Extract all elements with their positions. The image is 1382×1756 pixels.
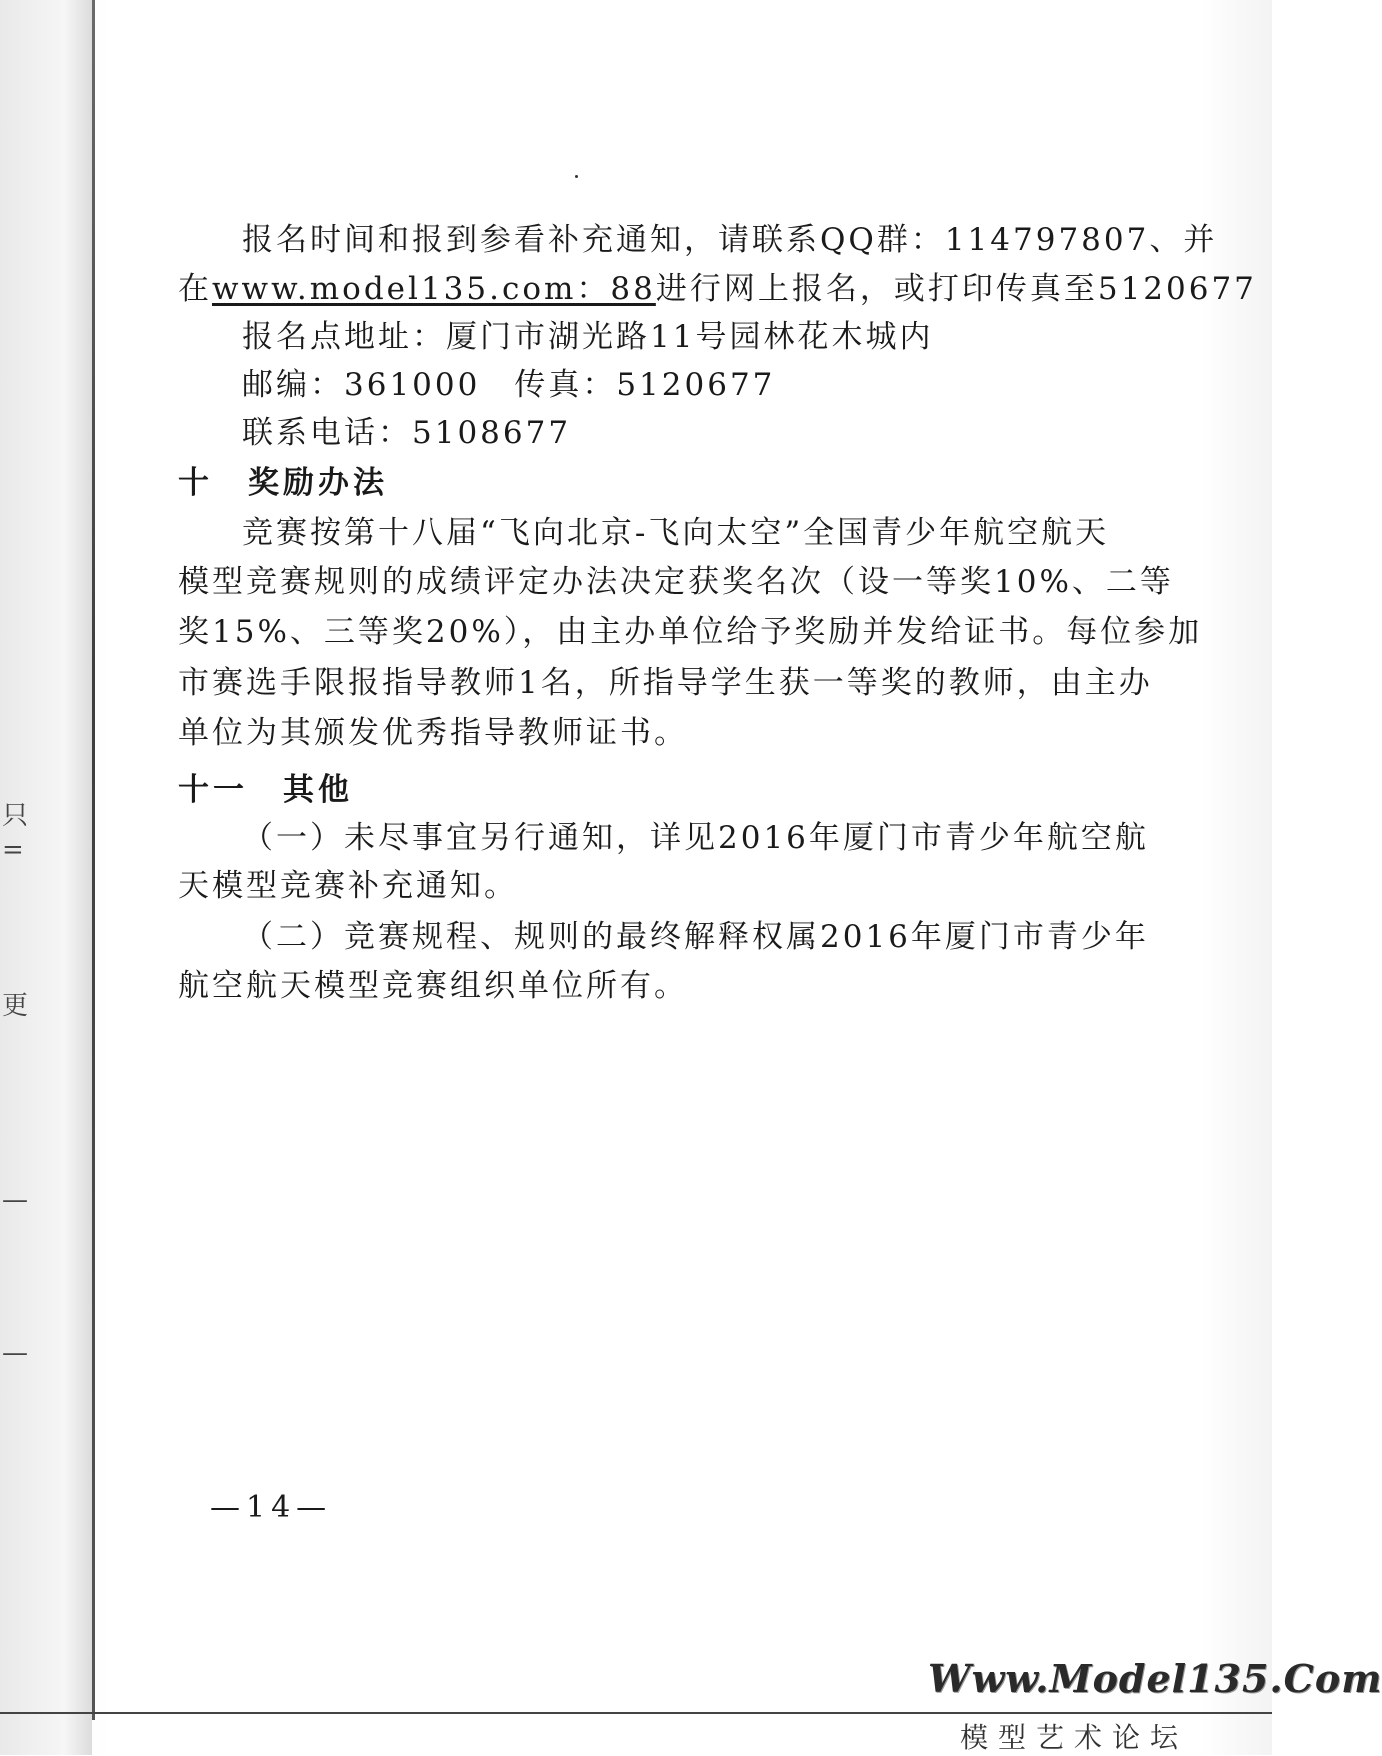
edge-mark: 只 — [2, 801, 29, 831]
edge-mark: 更 — [2, 991, 29, 1021]
text-line: 报名时间和报到参看补充通知，请联系QQ群：114797807、并 — [242, 222, 1218, 258]
section-heading-other: 十一 其他 — [178, 772, 353, 808]
binding-edge — [92, 0, 95, 1720]
edge-mark: — — [2, 1185, 28, 1215]
edge-mark: = — [2, 835, 24, 865]
text-line — [178, 269, 1257, 309]
paragraph-line: 奖15%、三等奖20%），由主办单位给予奖励并发给证书。每位参加 — [178, 614, 1203, 650]
paragraph-line: 单位为其颁发优秀指导教师证书。 — [178, 715, 688, 751]
page-bottom-edge — [0, 1712, 1272, 1714]
text-fragment: 在 — [178, 271, 212, 307]
page-number: —14— — [210, 1490, 333, 1525]
watermark-logo: Www.Model135.Com — [928, 1656, 1382, 1701]
paragraph-line: 竞赛按第十八届“飞向北京-飞向太空”全国青少年航空航天 — [242, 515, 1110, 551]
paragraph-line: 模型竞赛规则的成绩评定办法决定获奖名次（设一等奖10%、二等 — [178, 564, 1174, 600]
paragraph-line: （一）未尽事宜另行通知，详见2016年厦门市青少年航空航 — [242, 820, 1149, 856]
postcode-fax-line: 邮编：361000 传真：5120677 — [242, 367, 776, 403]
paragraph-line: 航空航天模型竞赛组织单位所有。 — [178, 968, 688, 1004]
section-heading-awards: 十 奖励办法 — [178, 465, 388, 501]
watermark-subtitle: 模型艺术论坛 — [960, 1721, 1189, 1754]
paragraph-line: （二）竞赛规程、规则的最终解释权属2016年厦门市青少年 — [242, 919, 1149, 955]
binding-shadow — [0, 0, 92, 1755]
text-fragment: 进行网上报名，或打印传真至5120677 — [655, 271, 1257, 307]
website-link[interactable]: www.model135.com：88 — [212, 271, 656, 307]
paragraph-line: 市赛选手限报指导教师1名，所指导学生获一等奖的教师，由主办 — [178, 665, 1153, 701]
scan-speck — [575, 175, 578, 178]
paragraph-line: 天模型竞赛补充通知。 — [178, 868, 518, 904]
edge-mark: — — [2, 1338, 28, 1368]
phone-line: 联系电话：5108677 — [242, 415, 572, 451]
address-line: 报名点地址：厦门市湖光路11号园林花木城内 — [242, 319, 934, 355]
